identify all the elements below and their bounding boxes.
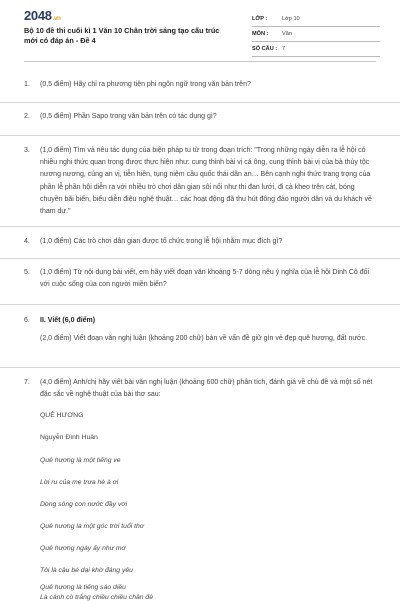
poem-author: Nguyễn Đình Huân	[40, 434, 98, 441]
question-7	[24, 377, 376, 401]
question-number	[24, 333, 40, 345]
question-text: (1,0 điểm) Từ nội dung bài viết, em hãy viết đoạn văn khoảng 5-7 dòng nêu ý nghĩa của lễ hội Dinh Cô đối với cuộc sống của con người miền biển?	[40, 269, 370, 289]
divider	[0, 135, 400, 136]
question-text: (1,0 điểm) Các trò chơi dân gian được tổ chức trong lễ hội nhằm mục đích gì?	[40, 238, 283, 245]
divider	[0, 304, 400, 305]
question-text: (4,0 điểm) Anh/chị hãy viết bài văn nghị luận (khoảng 600 chữ) phân tích, đánh giá về chủ đề và một số nét đặc sắc về nghệ thuật của bài thơ sau:	[40, 379, 373, 399]
poem-line: Quê hương là tiếng sáo diều	[40, 584, 126, 591]
poem-line: Là cánh cò trắng chiều chiều chân đê	[40, 594, 153, 601]
divider	[0, 258, 400, 259]
question-2	[24, 111, 376, 123]
question-text: (0,5 điểm) Hãy chỉ ra phương tiện phi ngôn ngữ trong văn bản trên?	[40, 81, 251, 88]
question-3	[24, 145, 376, 218]
poem-line: Quê hương là một góc trời tuổi thơ	[40, 523, 144, 530]
question-number: 1.	[24, 81, 30, 88]
question-1	[24, 79, 376, 91]
exam-meta	[252, 14, 380, 59]
meta-value: 7	[282, 46, 286, 52]
logo-suffix: .vn	[52, 16, 61, 22]
question-number: 4.	[24, 238, 30, 245]
document-header	[24, 0, 376, 62]
question-text: (1,0 điểm) Tìm và nêu tác dụng của biện pháp tu từ trong đoạn trích: "Trong những ngày diễn ra lễ hội có nhiều nghi thức quan trọng được thực hiện như: cung thỉnh bài vị cá ông, cung thỉnh bài vị của bà thủy tộc nương nương, cúng an vị, tiễn hiền, tụng niệm cầu quốc thái dân an… Bên cạnh nghi thức trang trọng của phần lễ phần hội diễn ra với nhiều trò chơi dân gian sôi nổi như thi đan lưới, đi cà kheo trên cát, bóng chuyền bãi biển, biểu diễn điệu nghệ thuật… các hoạt động đã thu hút đông đảo người dân và du khách về tham dự."	[40, 147, 372, 216]
poem-line: Tôi là cậu bé dại khờ đáng yêu	[40, 567, 133, 574]
meta-row-subject	[252, 29, 380, 42]
question-number: 3.	[24, 147, 30, 154]
meta-key: LỚP :	[252, 16, 268, 22]
meta-value: Văn	[282, 31, 292, 37]
meta-row-count	[252, 44, 380, 57]
logo-text: 2048	[24, 8, 52, 23]
question-4	[24, 236, 376, 248]
question-6-body	[24, 333, 376, 345]
divider	[0, 367, 400, 368]
meta-key: MÔN :	[252, 31, 269, 37]
poem-line: Quê hương ngày ấy như mơ	[40, 545, 126, 552]
meta-value: Lớp 10	[282, 16, 300, 22]
meta-key: SỐ CÂU :	[252, 46, 278, 52]
question-number: 2.	[24, 113, 30, 120]
question-number: 7.	[24, 379, 30, 386]
question-6	[24, 315, 376, 327]
poem-line: Lời ru của mẹ trưa hè à ơi	[40, 479, 119, 486]
divider	[0, 226, 400, 227]
poem-line: Dòng sông con nước đầy vơi	[40, 501, 127, 508]
divider	[0, 102, 400, 103]
document-title: Bộ 10 đề thi cuối kì 1 Văn 10 Chân trời sáng tạo cấu trúc mới có đáp án - Đề 4	[24, 26, 220, 45]
section-heading: II. Viết (6,0 điểm)	[40, 317, 96, 324]
meta-row-class	[252, 14, 380, 27]
question-number: 6.	[24, 317, 30, 324]
poem-line: Quê hương là một tiếng ve	[40, 457, 121, 464]
question-text: (2,0 điểm) Viết đoạn văn nghị luận (khoảng 200 chữ) bàn về vấn đề giữ gìn vẻ đẹp quê hương, đất nước.	[40, 335, 368, 342]
question-text: (0,5 điểm) Phần Sapo trong văn bản trên có tác dụng gì?	[40, 113, 217, 120]
question-number: 5.	[24, 269, 30, 276]
poem-title: QUÊ HƯƠNG	[40, 412, 84, 419]
site-logo[interactable]	[24, 8, 61, 23]
question-5	[24, 267, 376, 291]
